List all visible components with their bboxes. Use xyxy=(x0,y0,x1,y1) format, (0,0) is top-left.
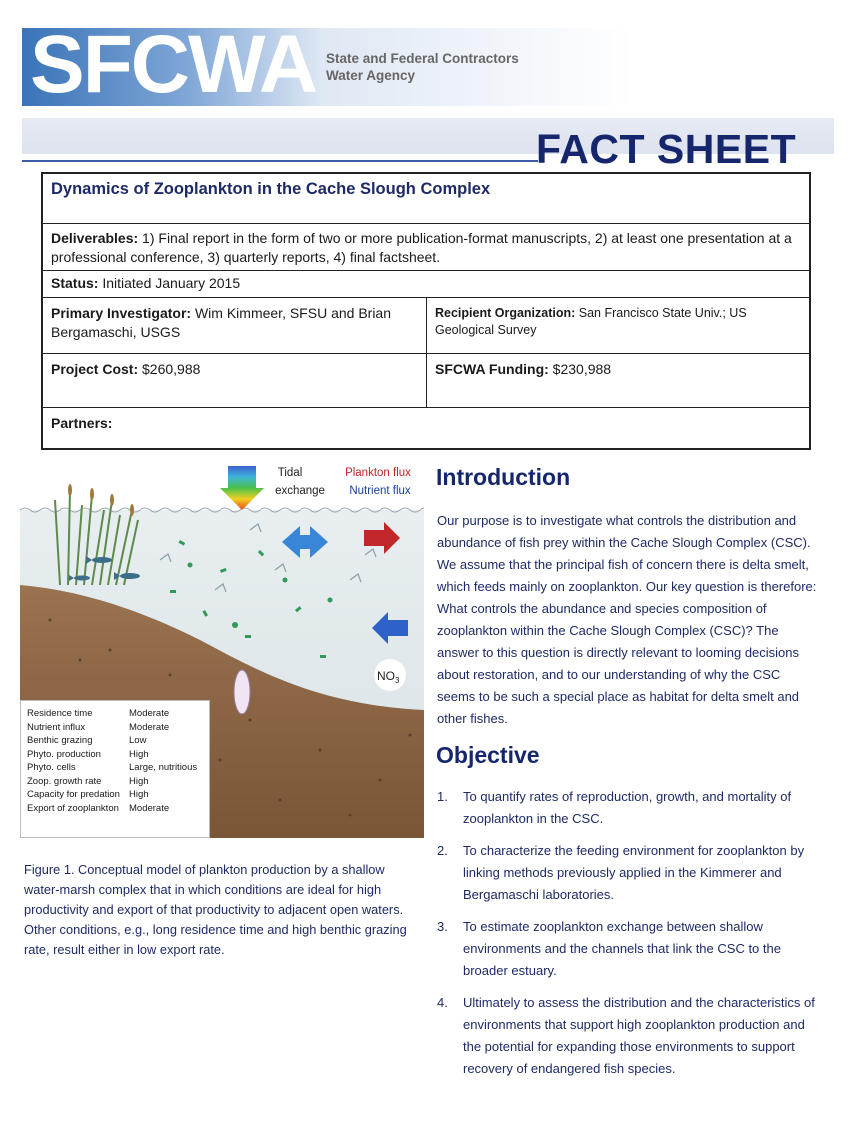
title-row xyxy=(43,174,809,224)
project-title: Dynamics of Zooplankton in the Cache Slough Complex xyxy=(51,180,491,198)
legend-key: Nutrient influx xyxy=(27,721,86,733)
legend-row xyxy=(27,788,203,802)
legend-row xyxy=(27,707,203,721)
objective-text: To characterize the feeding environment for zooplankton by linking methods previously applied in the Kimmerer and Bergamaschi laboratories. xyxy=(463,843,805,902)
legend-key: Phyto. cells xyxy=(27,762,76,773)
objective-item xyxy=(437,786,817,830)
legend-key: Benthic grazing xyxy=(27,735,93,746)
primary-investigator: Primary Investigator: Wim Kimmeer, SFSU and Brian Bergamaschi, USGS xyxy=(43,298,427,353)
legend-value: Low xyxy=(129,735,147,746)
legend-value: Moderate xyxy=(129,721,170,733)
investigator-row xyxy=(43,298,809,354)
objective-text: To quantify rates of reproduction, growth, and mortality of zooplankton in the CSC. xyxy=(463,789,792,826)
objective-number: 4. xyxy=(437,995,448,1010)
page-title: FACT SHEET xyxy=(536,126,797,172)
sfcwa-funding: SFCWA Funding: $230,988 xyxy=(435,361,612,377)
objective-text: To estimate zooplankton exchange between shallow environments and the channels that link the CSC to the broader estuary. xyxy=(463,919,781,978)
legend-row xyxy=(27,734,203,748)
legend-key: Residence time xyxy=(27,708,93,719)
legend-value: High xyxy=(129,789,149,800)
tidal-label: Tidal xyxy=(277,467,303,479)
project-info-table xyxy=(41,172,811,450)
legend-row xyxy=(27,775,203,789)
objective-item xyxy=(437,916,817,982)
deliverables-row xyxy=(43,224,809,271)
title-rule xyxy=(22,160,538,162)
objective-item xyxy=(437,840,817,906)
objective-item xyxy=(437,992,817,1080)
legend-value: Moderate xyxy=(129,802,170,814)
recipient-organization: Recipient Organization: San Francisco State Univ.; US Geological Survey xyxy=(435,306,747,337)
legend-value: High xyxy=(129,775,149,787)
legend-row xyxy=(27,721,203,735)
sunlight-arrow xyxy=(220,466,264,510)
deliverables: Deliverables: 1) Final report in the form of two or more publication-format manuscripts, 2) at least one presentation at a professional conference, 3) quarterly reports, 4) final factsheet. xyxy=(51,230,792,265)
objective-number: 3. xyxy=(437,919,448,934)
objective-text: Ultimately to assess the distribution and the characteristics of environments that support high zooplankton production and the potential for expanding those environments to support recovery of endangered fish species. xyxy=(463,995,815,1076)
objective-number: 2. xyxy=(437,843,448,858)
legend-value: Large, nutritious xyxy=(129,762,198,773)
cost-row xyxy=(43,354,809,408)
legend-row xyxy=(27,802,203,816)
legend-key: Zoop. growth rate xyxy=(27,775,102,787)
objective-heading: Objective xyxy=(436,742,540,768)
introduction-text: Our purpose is to investigate what controls the distribution and abundance of fish prey within the Cache Slough Complex (CSC). We assume that the principal fish of concern there is delta smelt, which feeds mainly on zooplankton. Our key question is therefore: What controls the abundance and species composition of zooplankton within the Cache Slough Complex (CSC)? The answer to this question is directly relevant to looming decisions about restoration, and to our understanding of why the CSC seems to be such a special place as habitat for delta smelt and other fishes. xyxy=(437,513,817,726)
status-row xyxy=(43,271,809,298)
partners-row xyxy=(43,408,809,448)
introduction-heading: Introduction xyxy=(436,464,571,490)
objective-number: 1. xyxy=(437,789,448,804)
legend-value: High xyxy=(129,748,149,760)
plankton-flux-label: Plankton flux xyxy=(345,467,411,479)
figure-legend xyxy=(20,700,210,838)
objective-list xyxy=(437,786,817,1090)
logo: SFCWA xyxy=(30,19,317,110)
legend-key: Phyto. production xyxy=(27,748,101,760)
exchange-label: exchange xyxy=(275,485,325,497)
legend-value: Moderate xyxy=(129,708,170,719)
legend-row xyxy=(27,761,203,775)
legend-row xyxy=(27,748,203,762)
benthic-organism xyxy=(234,670,250,714)
partners: Partners: xyxy=(51,415,113,431)
project-cost: Project Cost: $260,988 xyxy=(43,354,427,407)
status: Status: Initiated January 2015 xyxy=(51,275,241,291)
no3-label: $NO_3$ xyxy=(377,669,400,685)
nutrient-flux-label: Nutrient flux xyxy=(349,485,411,497)
agency-name: State and Federal Contractors Water Agency xyxy=(326,51,519,83)
legend-key: Export of zooplankton xyxy=(27,802,119,814)
legend-key: Capacity for predation xyxy=(27,789,120,800)
figure-caption: Figure 1. Conceptual model of plankton production by a shallow water-marsh complex that in which conditions are ideal for high productivity and export of that productivity to adjacent open waters. Other conditions, e.g., long residence time and high benthic grazing rate, result either in low export rate. xyxy=(24,862,407,957)
